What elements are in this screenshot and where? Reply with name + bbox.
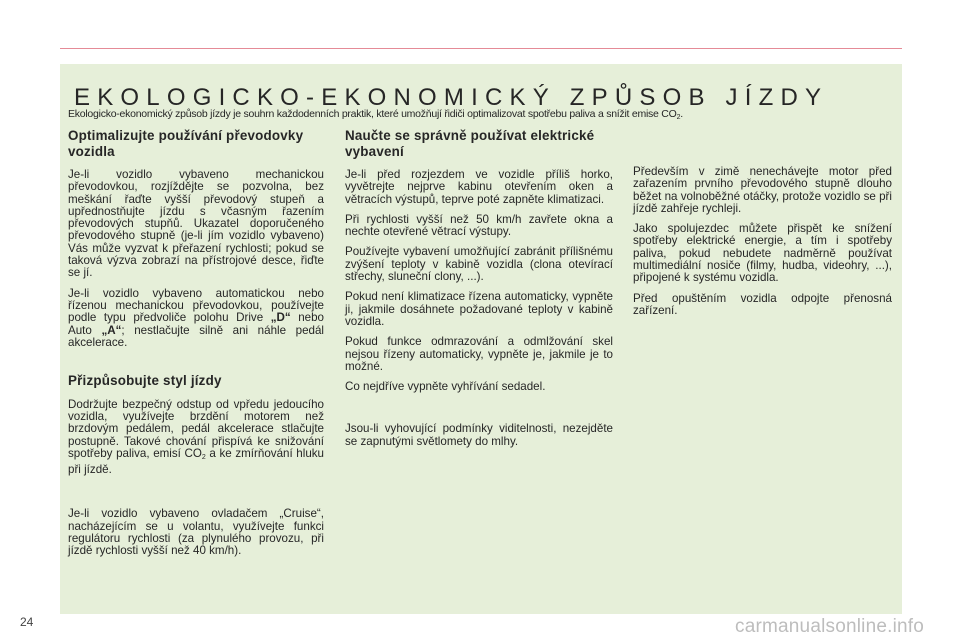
paragraph-automatic-gearbox <box>68 288 324 349</box>
paragraph-fog-lights: Jsou-li vyhovující podmínky viditelnosti, nezejděte se zapnutými světlomety do mlhy. <box>345 422 613 448</box>
intro-subscript: 2 <box>676 114 681 121</box>
paragraph-seat-heating: Co nejdříve vypněte vyhřívání sedadel. <box>345 380 546 394</box>
column-right <box>633 166 892 325</box>
paragraph-manual-gearbox: Je-li vozidlo vybaveno mechanickou převodovkou, rozjíždějte se pozvolna, bez meškání řaďte vyšší převodový stupeň a upřednostňujte jízdu s včasným řazením převodových stupňů. Ukazatel doporučeného převodového stupně (je-li jím vozidlo vybaveno) Vás může vyzvat k přeřazení rychlosti; pokud se taková výzva zobrazí na přístrojové desce, řiďte se jí. <box>68 168 324 280</box>
text-segment: ; nestlačujte silně ani náhle pedál akcelerace. <box>68 323 324 349</box>
bold-drive-d: „D“ <box>270 311 291 325</box>
page-number: 24 <box>20 615 34 629</box>
paragraph-speed-50: Při rychlosti vyšší než 50 km/h zavřete okna a nechte otevřené větrací výstupy. <box>345 212 613 239</box>
bold-auto-a: „A“ <box>101 323 122 337</box>
intro-end: . <box>680 108 683 120</box>
top-divider-line <box>60 48 902 49</box>
paragraph-demisting: Pokud funkce odmrazování a odmlžování skel nejsou řízeny automaticky, vypněte je, jakmile je to možné. <box>345 335 613 373</box>
intro-paragraph <box>68 108 898 121</box>
heading-driving-style: Přizpůsobujte styl jízdy <box>68 373 222 389</box>
paragraph-unplug-devices: Před opuštěním vozidla odpojte přenosná zařízení. <box>633 291 892 317</box>
column-middle <box>345 128 613 456</box>
intro-text: Ekologicko-ekonomický způsob jízdy je souhrn každodenních praktik, které umožňují řidiči optimalizovat spotřebu paliva a snížit emise CO <box>68 108 677 120</box>
heading-gearbox: Optimalizujte používání převodovky vozidla <box>68 128 304 159</box>
watermark: carmanualsonline.info <box>735 616 925 637</box>
co2-subscript: 2 <box>201 453 206 461</box>
paragraph-safe-distance <box>68 399 324 477</box>
text-segment: nebo Auto <box>68 311 325 337</box>
text-segment: Je-li vozidlo vybaveno automatickou nebo řízenou mechanickou převodovkou, používejte podle typu předvoliče polohu Drive <box>68 286 324 325</box>
heading-electrical: Naučte se správně používat elektrické vybavení <box>345 128 595 159</box>
paragraph-multimedia: Jako spolujezdec můžete přispět ke snížení spotřeby elektrické energie, a tím i spotřeby paliva, pokud nebudete nadměrně používat multimediální nosiče (filmy, hudba, videohry, ...), připojené k systému vozidla. <box>633 222 892 285</box>
text-segment: a ke zmírňování hluku při jízdě. <box>68 446 325 477</box>
paragraph-shading: Používejte vybavení umožňující zabránit přílišnému zvýšení teploty v kabině vozidla (clona otevírací střechy, sluneční clony, ...). <box>345 245 613 284</box>
paragraph-cruise: Je-li vozidlo vybaveno ovladačem „Cruise“, nacházejícím se u volantu, využívejte funkci regulátoru rychlosti (za plynulého provozu, při jízdě rychlosti vyšší než 40 km/h). <box>68 507 324 558</box>
paragraph-winter-idle: Především v zimě nenechávejte motor před zařazením prvního převodového stupně dlouho běžet na volnoběžné otáčky, protože vozidlo se při jízdě zahřeje rychleji. <box>633 165 892 215</box>
page-title: EKOLOGICKO-EKONOMICKÝ ZPŮSOB JÍZDY <box>74 84 829 112</box>
paragraph-air-conditioning: Pokud není klimatizace řízena automaticky, vypněte ji, jakmile dosáhnete požadované teploty v kabině vozidla. <box>345 290 613 328</box>
text-segment: Dodržujte bezpečný odstup od vpředu jedoucího vozidla, využívejte brzdění motorem než brzdovým pedálem, pedál akcelerace stlačujte postupně. Takové chování přispívá ke snižování spotřeby paliva, emisí CO <box>68 397 324 460</box>
column-left <box>68 128 324 566</box>
paragraph-hot-cabin: Je-li před rozjezdem ve vozidle příliš horko, vyvětrejte nejprve kabinu otevřením oken a větracích výstupů, teprve poté zapněte klimatizaci. <box>345 168 613 206</box>
